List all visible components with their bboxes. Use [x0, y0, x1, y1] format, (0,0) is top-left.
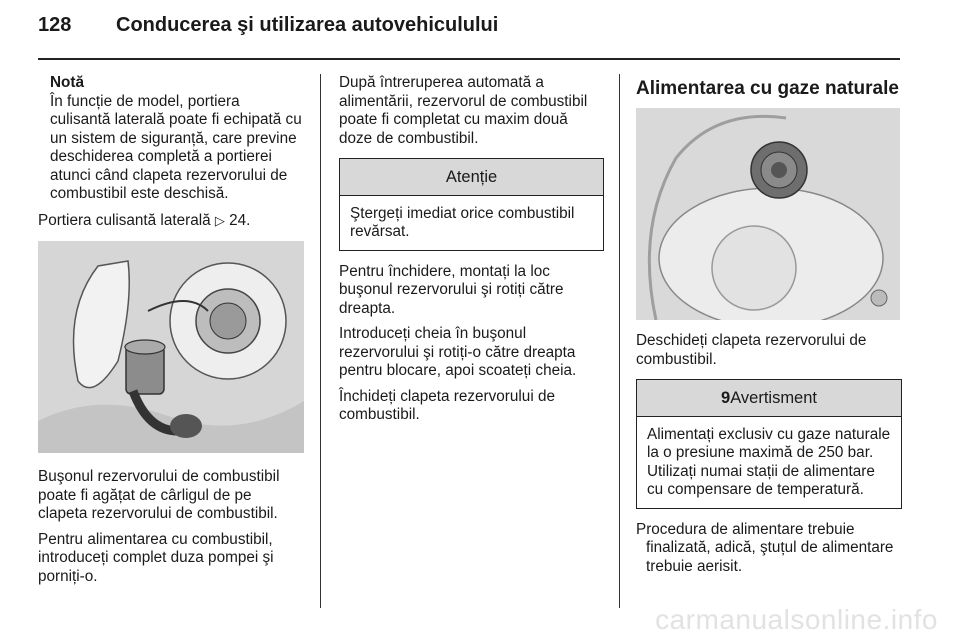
caution-text: Ştergeți imediat orice combustibil revărsat.: [350, 204, 575, 240]
watermark: carmanualsonline.info: [655, 604, 938, 635]
column-divider: [619, 74, 620, 608]
page-number: 128: [38, 14, 72, 36]
note-block: [38, 74, 304, 204]
paragraph: După întreruperea automată a alimentării, rezervorul de combustibil poate fi completat cu maxim două doze de combustibil.: [339, 74, 588, 147]
caution-title: Atenție: [340, 159, 603, 196]
caution-box: [339, 158, 604, 251]
cng-filler-photo: [636, 108, 900, 320]
paragraph: Pentru închidere, montați la loc buşonul rezervorului şi rotiți către dreapta.: [339, 262, 564, 317]
warning-text: Alimentați exclusiv cu gaze naturale la o presiune maximă de 250 bar. Utilizați numai stații de alimentare cu compensare de temperatură.: [647, 425, 891, 498]
reference-page: 24.: [229, 211, 251, 229]
column-right: [636, 74, 902, 583]
note-title: Notă: [50, 74, 84, 91]
warning-header: [637, 380, 901, 417]
paragraph: Pentru alimentarea cu combustibil, introduceți complet duza pompei şi porniți-o.: [38, 530, 274, 585]
paragraph: Introduceți cheia în buşonul rezervorului şi rotiți-o către dreapta pentru blocare, apoi scoateți cheia.: [339, 325, 577, 379]
column-divider: [320, 74, 321, 608]
page-header: [38, 14, 498, 37]
section-heading: Alimentarea cu gaze naturale: [636, 78, 899, 99]
fuel-cap-hanging-photo: [38, 241, 304, 453]
reference-text: Portiera culisantă laterală: [38, 211, 211, 229]
paragraph: Procedura de alimentare trebuie finalizată, adică, ştuțul de alimentare trebuie aerisit.: [636, 520, 894, 575]
column-left: [38, 74, 304, 593]
column-middle: [339, 74, 604, 432]
cross-reference: [38, 212, 304, 232]
warning-icon: 9: [721, 389, 731, 407]
warning-title: Avertisment: [730, 389, 817, 407]
header-rule: [38, 58, 900, 60]
photo-caption: Buşonul rezervorului de combustibil poate fi agățat de cârligul de pe clapeta rezervorului de combustibil.: [38, 468, 280, 522]
paragraph: Închideți clapeta rezervorului de combustibil.: [339, 387, 555, 423]
page-title: Conducerea şi utilizarea autovehiculului: [116, 14, 499, 36]
warning-box: [636, 379, 902, 509]
note-text: În funcție de model, portiera culisantă laterală poate fi echipată cu un sistem de siguranță, care previne deschiderea completă a portierei atunci când clapeta rezervorului de combustibil este deschisă.: [50, 92, 302, 202]
photo-caption: Deschideți clapeta rezervorului de combustibil.: [636, 332, 867, 368]
reference-arrow-icon: ▷: [214, 213, 225, 229]
